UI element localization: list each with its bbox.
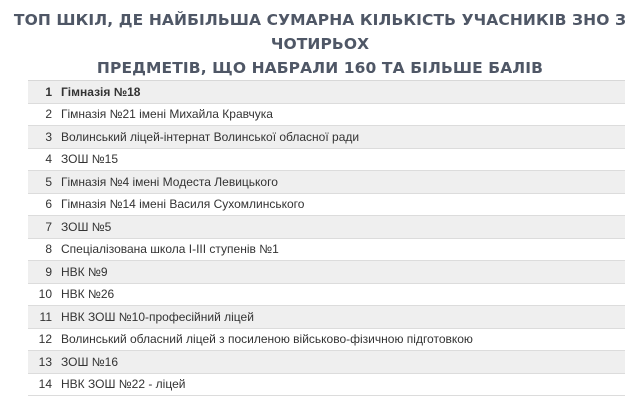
school-name: ЗОШ №5 bbox=[61, 219, 112, 234]
table-row bbox=[28, 104, 625, 127]
school-name: Гімназія №21 імені Михайла Кравчука bbox=[61, 107, 273, 122]
row-number: 7 bbox=[45, 219, 52, 234]
school-name: НВК №26 bbox=[61, 287, 115, 302]
table-row bbox=[28, 329, 625, 352]
school-name: Волинський обласний ліцей з посиленою військово-фізичною підготовкою bbox=[61, 332, 473, 347]
school-name: Гімназія №18 bbox=[61, 84, 141, 99]
table-row bbox=[28, 239, 625, 262]
table-row bbox=[28, 306, 625, 329]
table-row bbox=[28, 194, 625, 217]
table-row bbox=[28, 284, 625, 307]
school-name: Волинський ліцей-інтернат Волинської обласної ради bbox=[61, 129, 360, 144]
table-row bbox=[28, 126, 625, 149]
table-row bbox=[28, 81, 625, 104]
table-row bbox=[28, 216, 625, 239]
row-number: 14 bbox=[38, 377, 52, 392]
school-name: Гімназія №14 імені Василя Сухомлинського bbox=[61, 197, 305, 212]
table-row bbox=[28, 171, 625, 194]
row-number: 12 bbox=[38, 332, 52, 347]
row-number: 8 bbox=[45, 242, 52, 257]
table-row bbox=[28, 351, 625, 374]
page-title bbox=[0, 8, 640, 80]
row-number: 10 bbox=[38, 287, 52, 302]
title-line-1: ТОП ШКІЛ, ДЕ НАЙБІЛЬША СУМАРНА КІЛЬКІСТЬ УЧАСНИКІВ ЗНО З ЧОТИРЬОХ bbox=[13, 11, 627, 53]
table-row bbox=[28, 149, 625, 172]
row-number: 6 bbox=[45, 197, 52, 212]
table-row bbox=[28, 374, 625, 397]
school-name: НВК ЗОШ №10-професійний ліцей bbox=[61, 309, 254, 324]
school-name: Спеціалізована школа І-ІІІ ступенів №1 bbox=[61, 242, 279, 257]
table-row bbox=[28, 261, 625, 284]
row-number: 5 bbox=[45, 174, 52, 189]
school-name: Гімназія №4 імені Модеста Левицького bbox=[61, 174, 278, 189]
school-name: НВК ЗОШ №22 - ліцей bbox=[61, 377, 186, 392]
school-name: ЗОШ №15 bbox=[61, 152, 118, 167]
school-name: НВК №9 bbox=[61, 264, 108, 279]
row-number: 9 bbox=[45, 264, 52, 279]
title-line-2: ПРЕДМЕТІВ, ЩО НАБРАЛИ 160 ТА БІЛЬШЕ БАЛІВ bbox=[96, 59, 544, 77]
row-number: 2 bbox=[45, 107, 52, 122]
row-number: 3 bbox=[45, 129, 52, 144]
row-number: 4 bbox=[45, 152, 52, 167]
row-number: 1 bbox=[45, 84, 52, 99]
row-number: 13 bbox=[38, 354, 52, 369]
school-name: ЗОШ №16 bbox=[61, 354, 118, 369]
schools-table bbox=[28, 80, 625, 396]
row-number: 11 bbox=[39, 309, 52, 324]
